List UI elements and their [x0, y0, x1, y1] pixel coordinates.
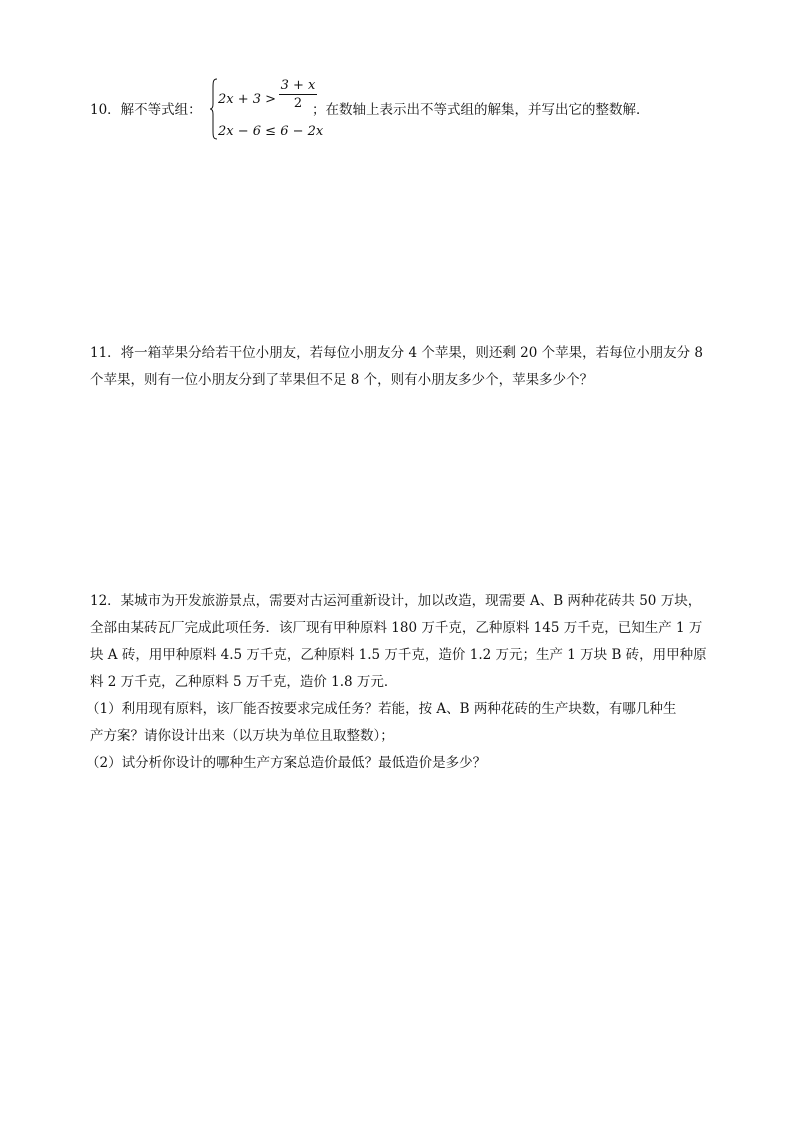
question-11-line-2: 个苹果，则有一位小朋友分到了苹果但不足 8 个，则有小朋友多少个，苹果多少个？ [90, 372, 594, 388]
fraction-numerator: 3 + x [280, 78, 316, 93]
question-12 [86, 588, 710, 777]
question-10 [90, 74, 730, 146]
question-12-line-3: 块 A 砖，用甲种原料 4.5 万千克，乙种原料 1.5 万千克，造价 1.2 万元；生产 1 万块 B 砖，用甲种原 [90, 647, 707, 663]
system-brace-icon [210, 78, 218, 140]
question-12-line-1: 12．某城市为开发旅游景点，需要对古运河重新设计，加以改造，现需要 A、B 两种花砖共 50 万块， [90, 593, 702, 609]
question-12-part-1-line-1: （1）利用现有原料，该厂能否按要求完成任务？若能，按 A、B 两种花砖的生产块数，有哪几种生 [86, 701, 677, 717]
question-12-part-1-line-2: 产方案？请你设计出来（以万块为单位且取整数）； [90, 728, 394, 744]
fraction-denominator: 2 [293, 96, 303, 111]
fraction-bar [279, 94, 317, 95]
question-11-line-1: 11．将一箱苹果分给若干位小朋友，若每位小朋友分 4 个苹果，则还剩 20 个苹果，若每位小朋友分 8 [90, 345, 703, 361]
question-12-part-2: （2）试分析你设计的哪种生产方案总造价最低？最低造价是多少？ [86, 755, 487, 771]
question-12-line-4: 料 2 万千克，乙种原料 5 万千克，造价 1.8 万元． [90, 674, 398, 690]
inequality-1-left: 2x + 3 > [218, 92, 277, 107]
question-10-lead: 10．解不等式组： [90, 102, 202, 118]
inequality-2: 2x − 6 ≤ 6 − 2x [218, 124, 324, 139]
question-12-line-2: 全部由某砖瓦厂完成此项任务．该厂现有甲种原料 180 万千克，乙种原料 145 万千克，已知生产 1 万 [90, 620, 703, 636]
question-10-tail: ；在数轴上表示出不等式组的解集，并写出它的整数解． [312, 102, 650, 118]
question-11 [90, 340, 710, 394]
